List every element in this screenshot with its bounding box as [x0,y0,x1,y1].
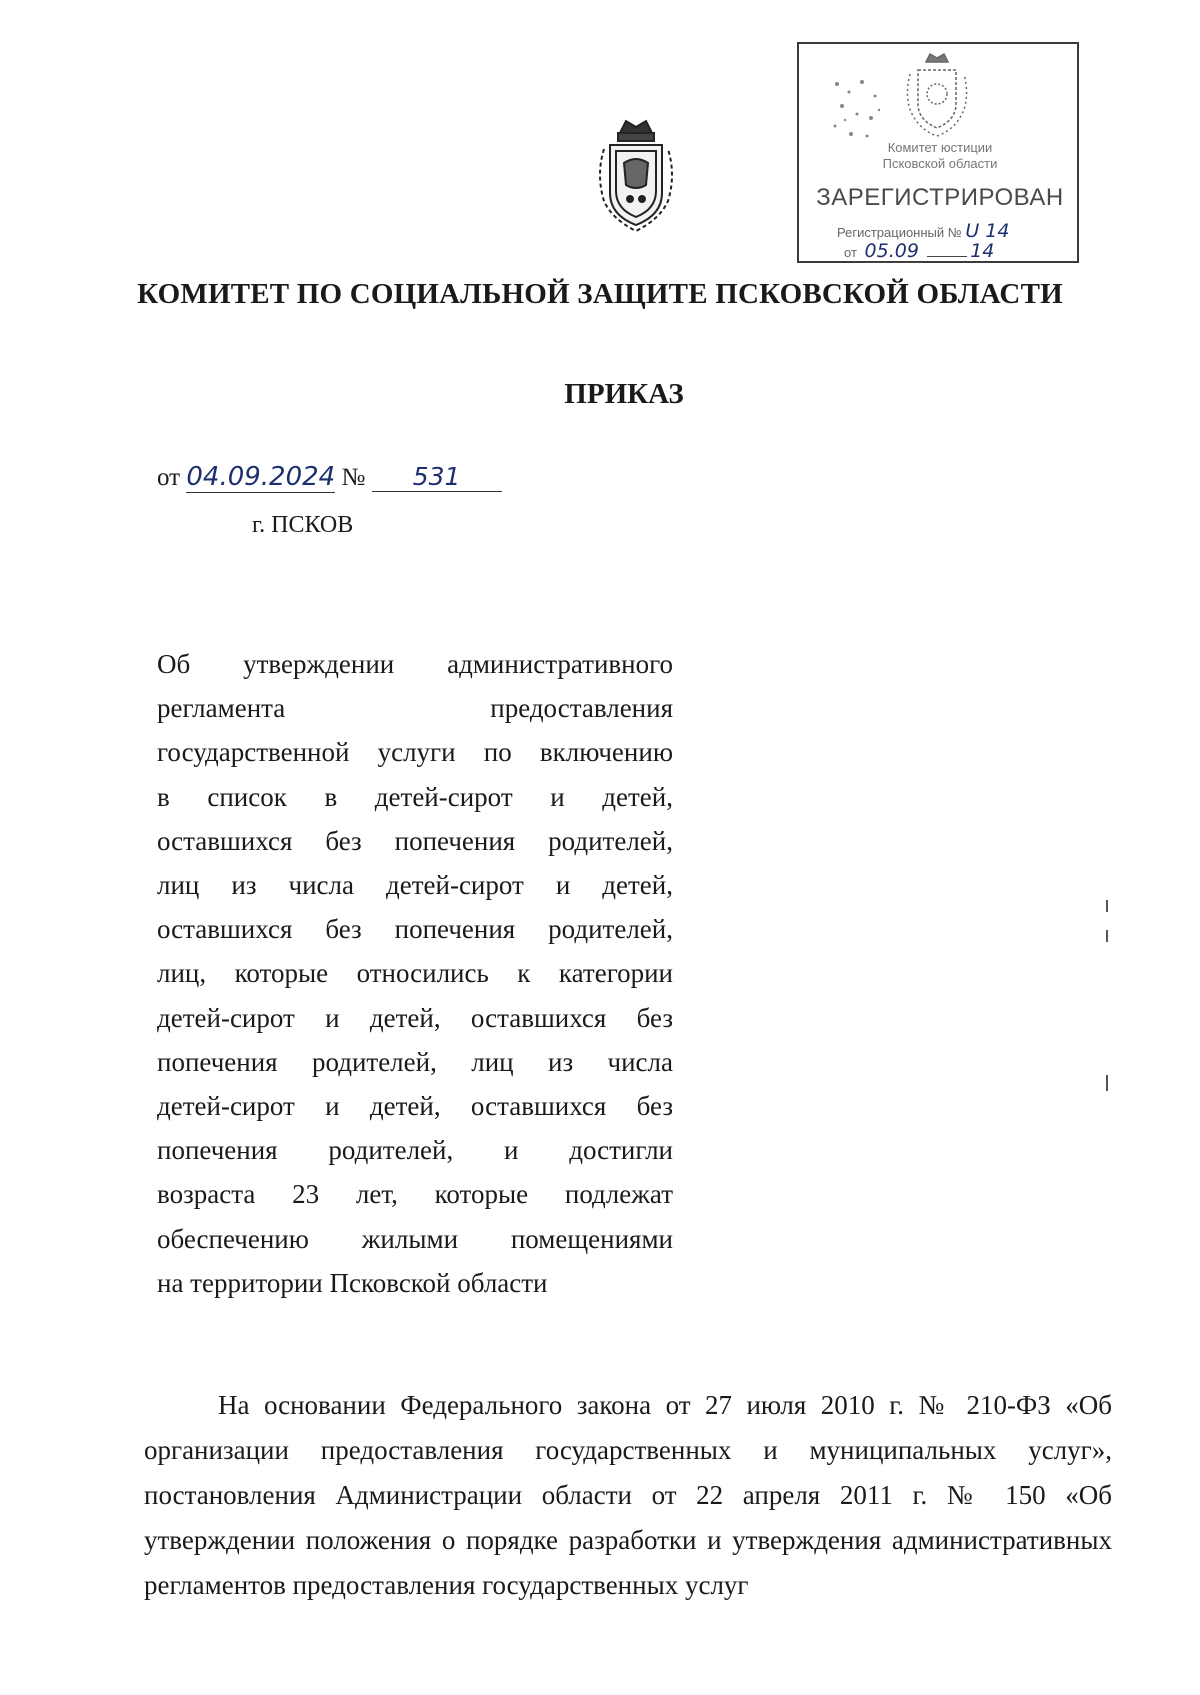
registration-stamp [797,42,1079,263]
subject-line: государственной услуги по включению [157,737,673,768]
subject-line: попечения родителей, и достигли [157,1135,673,1166]
order-date: 04.09.2024 [186,462,336,492]
subject-line: регламента предоставления [157,693,673,724]
subject-line: детей-сирот и детей, оставшихся без [157,1091,673,1122]
stamp-org-line2: Псковской области [882,156,998,171]
stamp-emblem-icon [902,50,972,138]
subject-line: оставшихся без попечения родителей, [157,914,673,945]
subject-line: лиц из числа детей-сирот и детей, [157,870,673,901]
order-subject [157,642,673,1305]
body-text [144,1383,1112,1608]
coat-of-arms-emblem [590,115,682,235]
subject-line: детей-сирот и детей, оставшихся без [157,1002,673,1033]
document-type: ПРИКАЗ [564,378,684,410]
stamp-date-label: от [844,245,857,260]
stamp-title: ЗАРЕГИСТРИРОВАН [816,184,1064,211]
stamp-year-value: 14 [970,240,995,262]
subject-line: обеспечению жилыми помещениями [157,1223,673,1254]
stamp-date-value: 05.09 [861,240,923,263]
number-prefix: № [341,464,366,491]
order-date-number [157,462,502,493]
stamp-reg-label: Регистрационный № [837,225,962,240]
subject-line: на территории Псковской области [157,1267,548,1298]
stamp-registration-number [837,220,1009,242]
date-prefix: от [157,464,181,491]
subject-line: оставшихся без попечения родителей, [157,825,673,856]
subject-line: Об утверждении административного [157,649,673,679]
stamp-reg-number: U 14 [965,220,1010,242]
city: г. ПСКОВ [252,512,354,538]
organization-title: КОМИТЕТ ПО СОЦИАЛЬНОЙ ЗАЩИТЕ ПСКОВСКОЙ ОБЛАСТИ [137,278,1063,310]
subject-line: в список в детей-сирот и детей, [157,781,673,812]
body-paragraph: На основании Федерального закона от 27 июля 2010 г. № 210-ФЗ «Об организации предоставления государственных и муниципальных услуг», постановления Администрации области от 22 апреля 2011 г. № 150 «Об утверждении положения о порядке разработки и утверждения административных регламентов предоставления государственных услуг [144,1390,1112,1600]
subject-line: возраста 23 лет, которые подлежат [157,1179,673,1210]
subject-line: лиц, которые относились к категории [157,958,673,989]
order-number: 531 [372,462,502,492]
scan-margin-mark [1106,1075,1108,1091]
subject-line: попечения родителей, лиц из числа [157,1046,673,1077]
stamp-org-line1: Комитет юстиции [887,140,993,155]
scan-margin-mark [1106,900,1108,912]
scan-margin-mark [1106,930,1108,942]
stamp-date [844,240,994,262]
stamp-ornament-icon [827,74,887,144]
